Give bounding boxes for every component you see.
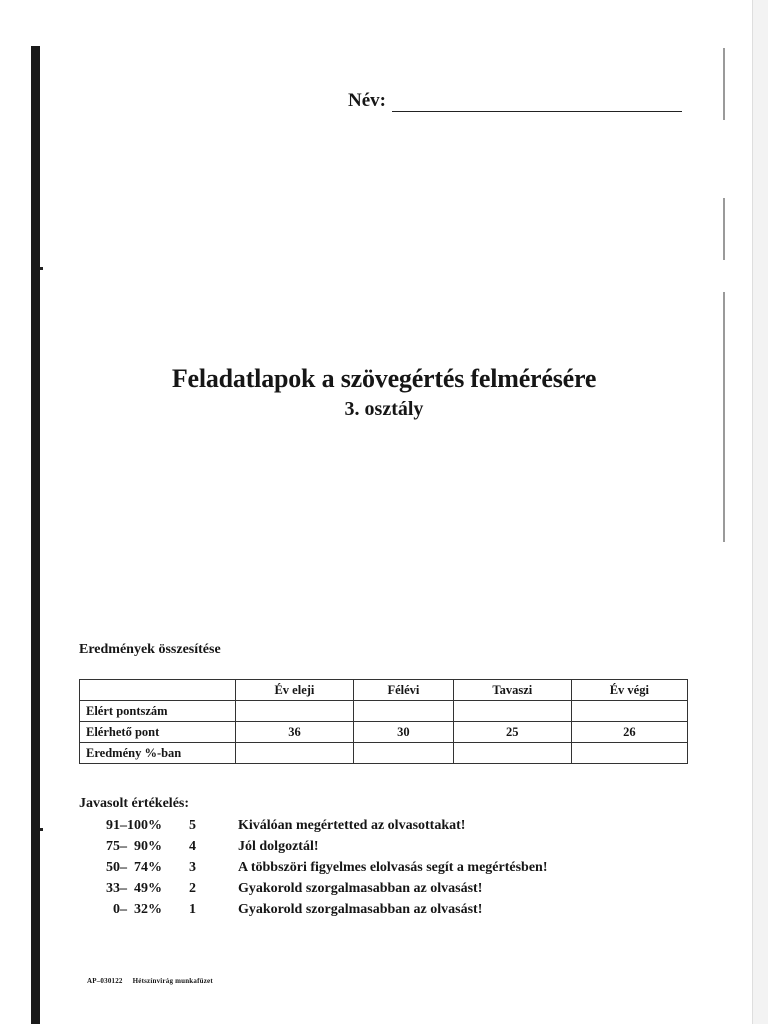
table-cell[interactable] (236, 743, 354, 764)
page-title: Feladatlapok a szövegértés felmérésére (171, 364, 597, 393)
row-label: Elért pontszám (80, 701, 236, 722)
table-cell: 30 (353, 722, 453, 743)
percent-range: 75– 90% (106, 839, 162, 854)
table-row (80, 701, 688, 722)
table-header-row (80, 680, 688, 701)
grade: 3 (189, 860, 196, 875)
scan-speck (40, 828, 43, 831)
name-blank-line[interactable] (392, 94, 682, 112)
table-cell[interactable] (236, 701, 354, 722)
product-code: AP–030122 (87, 977, 123, 985)
table-cell[interactable] (353, 743, 453, 764)
name-field (348, 90, 682, 112)
summary-heading: Eredmények összesítése (79, 642, 221, 657)
table-cell: 25 (453, 722, 571, 743)
percent-range: 50– 74% (106, 860, 162, 875)
book-title: Hétszínvirág munkafüzet (132, 977, 213, 985)
percent-range: 91–100% (106, 818, 162, 833)
results-table (79, 679, 688, 764)
table-row (80, 743, 688, 764)
footer (87, 977, 213, 985)
table-corner-cell (80, 680, 236, 701)
grade-comment: Gyakorold szorgalmasabban az olvasást! (238, 902, 483, 917)
table-cell[interactable] (453, 743, 571, 764)
scan-line-right (723, 48, 725, 120)
percent-range: 0– 32% (113, 902, 162, 917)
column-header: Év eleji (236, 680, 354, 701)
name-label: Név: (348, 90, 386, 111)
table-cell: 36 (236, 722, 354, 743)
percent-range: 33– 49% (106, 881, 162, 896)
grade-comment: Jól dolgoztál! (238, 839, 319, 854)
scan-line-right (723, 198, 725, 260)
scan-shadow-left (31, 46, 40, 1024)
evaluation-heading: Javasolt értékelés: (79, 796, 190, 811)
grade: 1 (189, 902, 196, 917)
column-header: Tavaszi (453, 680, 571, 701)
page-edge (752, 0, 768, 1024)
grade-comment: Gyakorold szorgalmasabban az olvasást! (238, 881, 483, 896)
grade: 4 (189, 839, 196, 854)
grade: 5 (189, 818, 196, 833)
page-subtitle: 3. osztály (344, 398, 424, 420)
table-cell[interactable] (353, 701, 453, 722)
table-cell[interactable] (453, 701, 571, 722)
row-label: Elérhető pont (80, 722, 236, 743)
table-cell[interactable] (571, 743, 687, 764)
table-cell[interactable] (571, 701, 687, 722)
grade: 2 (189, 881, 196, 896)
column-header: Év végi (571, 680, 687, 701)
table-row (80, 722, 688, 743)
column-header: Félévi (353, 680, 453, 701)
grade-comment: A többszöri figyelmes elolvasás segít a megértésben! (238, 860, 548, 875)
scan-speck (40, 267, 43, 270)
row-label: Eredmény %-ban (80, 743, 236, 764)
grade-comment: Kiválóan megértetted az olvasottakat! (238, 818, 466, 833)
table-cell: 26 (571, 722, 687, 743)
